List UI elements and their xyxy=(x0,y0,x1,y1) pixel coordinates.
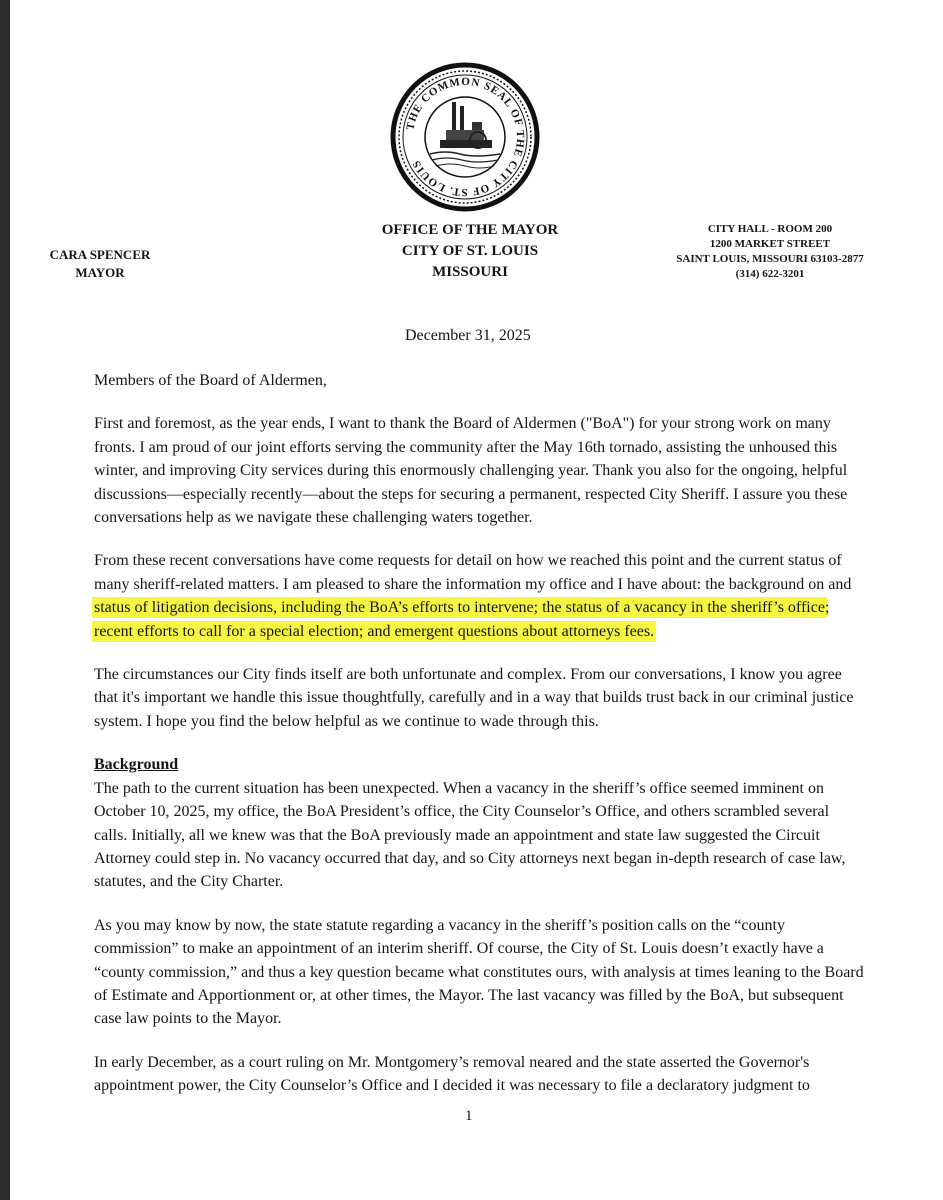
paragraph-6: In early December, as a court ruling on Mr. Montgomery’s removal neared and the state asserted the Governor's appointment power, the City Counselor’s Office and I decided it was necessary to file a declaratory judgment to xyxy=(94,1053,810,1095)
page-number: 1 xyxy=(465,1108,473,1124)
office-line-3: MISSOURI xyxy=(432,264,508,280)
letter-date: December 31, 2025 xyxy=(405,327,531,344)
office-line-1: OFFICE OF THE MAYOR xyxy=(381,222,559,238)
paragraph-4: The path to the current situation has been unexpected. When a vacancy in the sheriff’s office seemed imminent on October 10, 2025, my office, the BoA President’s office, the City Counselor’s Office, and others scrambled several calls. Initially, all we knew was that the BoA previously made an appointment and state law suggested the Circuit Attorney could step in. No vacancy occurred that day, and so City attorneys next began in-depth research of case law, statutes, and the City Charter. xyxy=(94,779,846,891)
mayor-title: MAYOR xyxy=(75,265,125,280)
letter-page xyxy=(10,0,943,1200)
paragraph-3: The circumstances our City finds itself are both unfortunate and complex. From our conversations, I know you agree that it's important we handle this issue thoughtfully, carefully and in a way that builds trust back in our criminal justice system. I hope you find the below helpful as we continue to wade through this. xyxy=(94,666,854,730)
svg-text:THE COMMON SEAL OF THE CITY OF: THE COMMON SEAL OF THE CITY OF ST. LOUIS xyxy=(404,75,527,199)
paragraph-2 xyxy=(94,549,864,643)
mayor-block xyxy=(25,246,175,282)
letter-body xyxy=(94,369,864,1118)
office-heading xyxy=(340,220,600,283)
address-block xyxy=(650,222,890,282)
address-line-2: 1200 MARKET STREET xyxy=(709,238,831,250)
highlighted-text-2: recent efforts to call for a special election; and emergent questions about attorneys fees. xyxy=(94,622,655,640)
paragraph-1: First and foremost, as the year ends, I want to thank the Board of Aldermen ("BoA") for your strong work on many fronts. I am proud of our joint efforts serving the community after the May 16th tornado, assisting the unhoused this winter, and improving City services during this enormously challenging year. Thank you also for the ongoing, helpful discussions—especially recently—about the steps for securing a permanent, respected City Sheriff. I assure you these conversations help as we navigate these challenging waters together. xyxy=(94,415,848,527)
office-line-2: CITY OF ST. LOUIS xyxy=(401,243,539,259)
paragraph-2-separator: ; xyxy=(824,599,830,617)
section-heading-background: Background xyxy=(94,756,179,774)
paragraph-2-text: From these recent conversations have come requests for detail on how we reached this point and the current status of many sheriff-related matters. I am pleased to share the information my office and I have about: the background on and xyxy=(94,552,852,593)
salutation: Members of the Board of Aldermen, xyxy=(94,372,327,389)
mayor-name: CARA SPENCER xyxy=(49,247,151,262)
address-phone: (314) 622-3201 xyxy=(735,268,805,280)
background-section xyxy=(94,753,864,893)
highlighted-text-1: status of litigation decisions, including the BoA’s efforts to intervene; the status of a vacancy in the sheriff’s office xyxy=(94,599,825,617)
address-line-3: SAINT LOUIS, MISSOURI 63103-2877 xyxy=(676,253,864,265)
paragraph-5: As you may know by now, the state statute regarding a vacancy in the sheriff’s position calls on the “county commission” to make an appointment of an interim sheriff. Of course, the City of St. Louis doesn’t exactly have a “county commission,” and thus a key question became what constitutes ours, with analysis at times leaning to the Board of Estimate and Apportionment or, at other times, the Mayor. The last vacancy was filled by the BoA, but subsequent case law points to the Mayor. xyxy=(94,916,864,1028)
city-seal-logo xyxy=(390,62,540,212)
address-line-1: CITY HALL - ROOM 200 xyxy=(707,223,833,235)
